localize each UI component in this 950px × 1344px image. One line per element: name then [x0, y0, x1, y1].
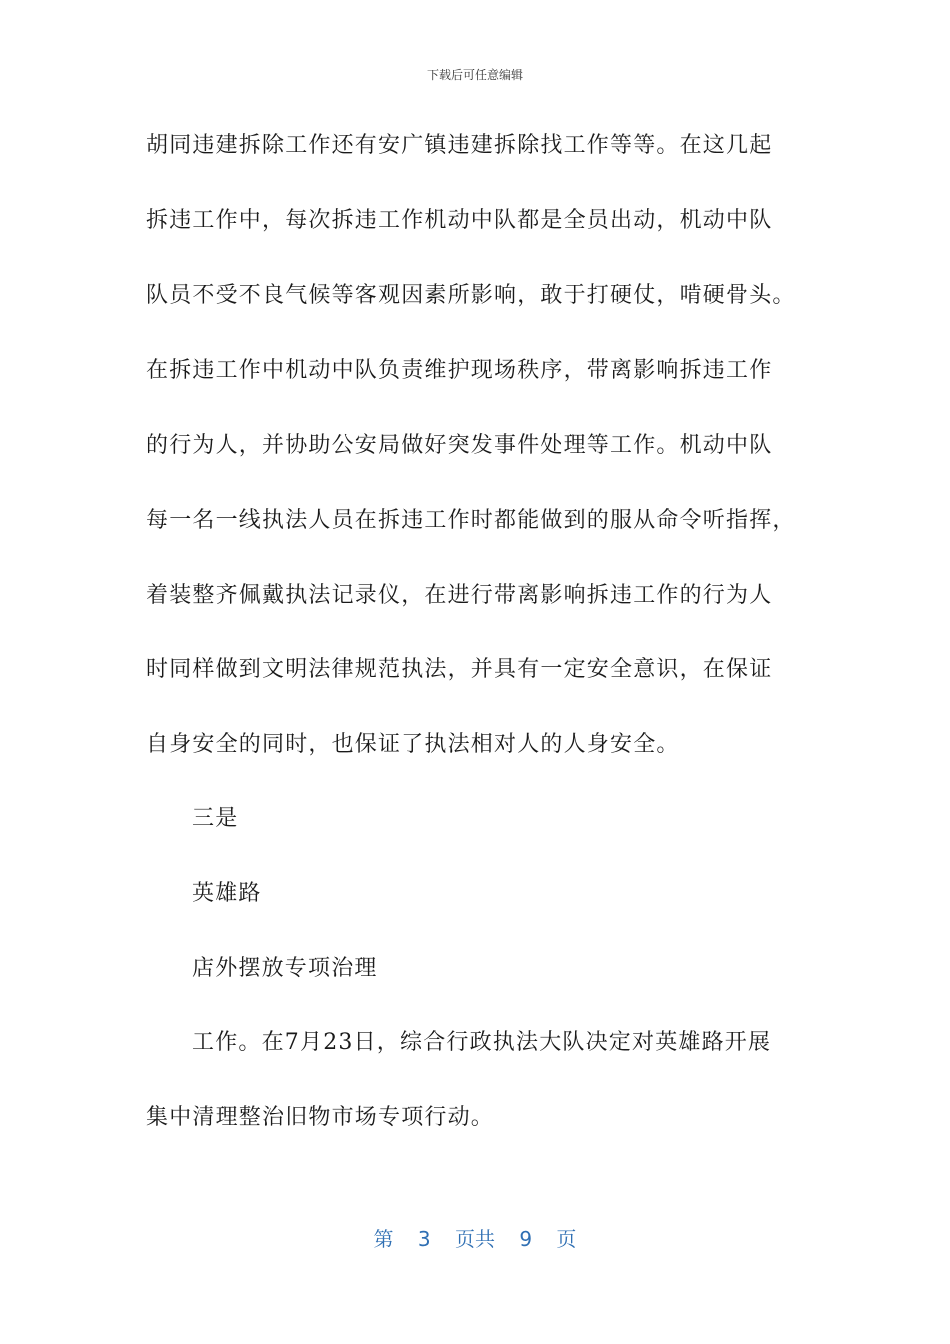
- paragraph-line: 每一名一线执法人员在拆违工作时都能做到的服从命令听指挥，: [146, 508, 796, 533]
- paragraph-line: 队员不受不良气候等客观因素所影响，敢于打硬仗，啃硬骨头。: [146, 283, 796, 308]
- paragraph-line: 拆违工作中，每次拆违工作机动中队都是全员出动，机动中队: [146, 208, 773, 233]
- heading-line: 英雄路: [192, 881, 262, 906]
- heading-line: 店外摆放专项治理: [192, 956, 378, 981]
- paragraph-line: 自身安全的同时，也保证了执法相对人的人身安全。: [146, 732, 680, 757]
- paragraph-line: 集中清理整治旧物市场专项行动。: [146, 1105, 495, 1130]
- heading-line: 三是: [192, 806, 239, 831]
- paragraph-line: 在拆违工作中机动中队负责维护现场秩序，带离影响拆违工作: [146, 358, 773, 383]
- paragraph-line: 工作。在7月23日，综合行政执法大队决定对英雄路开展: [192, 1030, 772, 1055]
- paragraph-line: 的行为人，并协助公安局做好突发事件处理等工作。机动中队: [146, 433, 773, 458]
- paragraph-line: 胡同违建拆除工作还有安广镇违建拆除找工作等等。在这几起: [146, 133, 773, 158]
- page-header: 下载后可任意编辑: [426, 68, 523, 82]
- page-number-footer: 第 3 页共 9 页: [373, 1227, 577, 1251]
- paragraph-line: 着装整齐佩戴执法记录仪，在进行带离影响拆违工作的行为人: [146, 583, 773, 608]
- paragraph-line: 时同样做到文明法律规范执法，并具有一定安全意识，在保证: [146, 657, 773, 682]
